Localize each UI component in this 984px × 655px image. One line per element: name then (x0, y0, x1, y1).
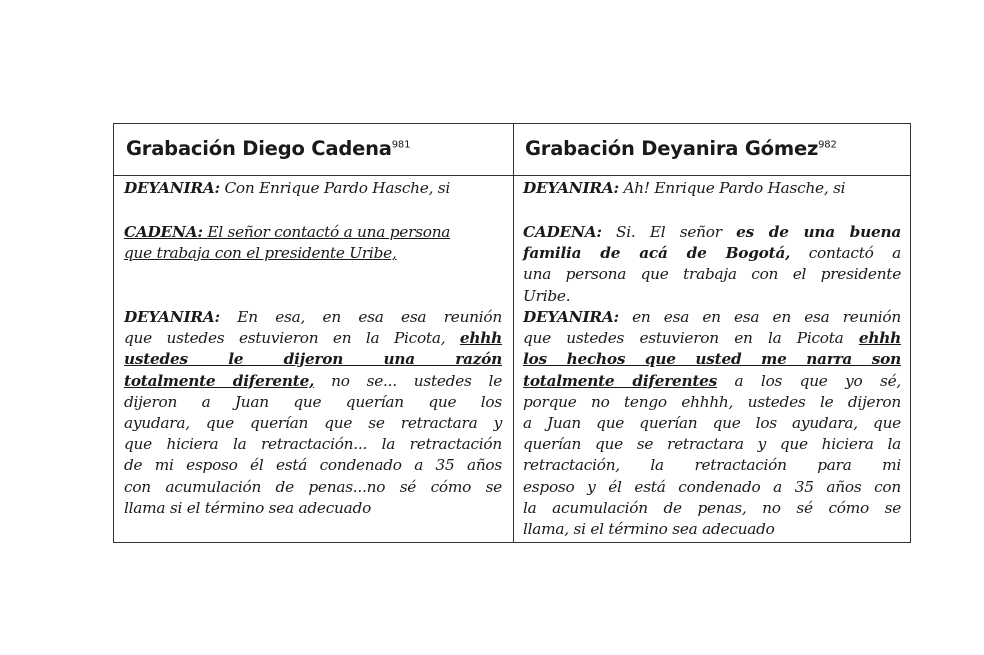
left-paragraph-3 (124, 307, 502, 519)
header-divider (114, 175, 910, 176)
dialogue-text: una persona que trabaja con el presidente (523, 265, 901, 284)
dialogue-text: Uribe. (523, 286, 571, 305)
speaker-label: DEYANIRA: (124, 308, 220, 326)
dialogue-text: Si. El señor (601, 223, 737, 241)
footnote-ref-982: 982 (818, 139, 837, 151)
right-paragraph-2 (523, 222, 901, 307)
speaker-label: DEYANIRA: (124, 179, 220, 197)
dialogue-text: de mi esposo él está condenado a 35 años (124, 456, 502, 475)
dialogue-text: ayudara, que querían que se retractara y (124, 414, 502, 433)
header-diego-cadena (126, 137, 410, 160)
dialogue-text: esposo y él está condenado a 35 años con (523, 477, 901, 496)
emphasis-text: totalmente diferente, (124, 371, 315, 390)
speaker-label: DEYANIRA: (523, 308, 619, 326)
dialogue-text: En esa, en esa esa reunión (219, 308, 502, 326)
emphasis-text: es de una buena (736, 223, 901, 241)
dialogue-text: porque no tengo ehhhh, ustedes le dijeron (523, 392, 901, 411)
header-deyanira-gomez (525, 137, 837, 160)
dialogue-text: contactó a (790, 244, 901, 263)
speaker-label: DEYANIRA: (523, 179, 619, 197)
transcript-table (113, 123, 911, 543)
dialogue-text: Ah! Enrique Pardo Hasche, si (618, 179, 846, 197)
emphasis-text: ehhh (858, 329, 901, 348)
emphasis-text: ustedes le dijeron una razón (124, 350, 502, 369)
dialogue-text: llama, si el término sea adecuado (523, 520, 775, 539)
left-paragraph-1 (124, 178, 502, 199)
column-divider (513, 124, 514, 542)
header-right-title: Grabación Deyanira Gómez (525, 137, 819, 160)
speaker-label: CADENA: (124, 223, 203, 241)
dialogue-text: El señor contactó a una persona (202, 223, 451, 241)
dialogue-text: en esa en esa en esa reunión (618, 308, 901, 326)
dialogue-text: dijeron a Juan que querían que los (124, 392, 502, 411)
emphasis-text: ehhh (459, 329, 502, 348)
dialogue-text: a los que yo sé, (717, 371, 901, 390)
dialogue-text: querían que se retractara y que hiciera la (523, 435, 901, 454)
dialogue-text: que ustedes estuvieron en la Picota (523, 329, 859, 348)
dialogue-text: con acumulación de penas...no sé cómo se (124, 477, 502, 496)
right-paragraph-3 (523, 307, 901, 540)
dialogue-text: la acumulación de penas, no sé cómo se (523, 498, 901, 517)
header-left-title: Grabación Diego Cadena (126, 137, 392, 160)
emphasis-text: familia de acá de Bogotá, (523, 244, 791, 263)
dialogue-text: a Juan que querían que los ayudara, que (523, 414, 901, 433)
emphasis-text: los hechos que usted me narra son (523, 350, 901, 369)
dialogue-text: no se... ustedes le (314, 371, 502, 390)
dialogue-text: que trabaja con el presidente Uribe, (124, 244, 397, 263)
left-paragraph-2 (124, 222, 502, 264)
dialogue-text: retractación, la retractación para mi (523, 456, 901, 475)
right-paragraph-1 (523, 178, 901, 199)
emphasis-text: totalmente diferentes (523, 371, 718, 390)
dialogue-text: Con Enrique Pardo Hasche, si (219, 179, 451, 197)
dialogue-text: que ustedes estuvieron en la Picota, (124, 329, 460, 348)
dialogue-text: llama si el término sea adecuado (124, 498, 372, 517)
speaker-label: CADENA: (523, 223, 602, 241)
footnote-ref-981: 981 (391, 139, 411, 151)
dialogue-text: que hiciera la retractación... la retractación (124, 435, 502, 454)
